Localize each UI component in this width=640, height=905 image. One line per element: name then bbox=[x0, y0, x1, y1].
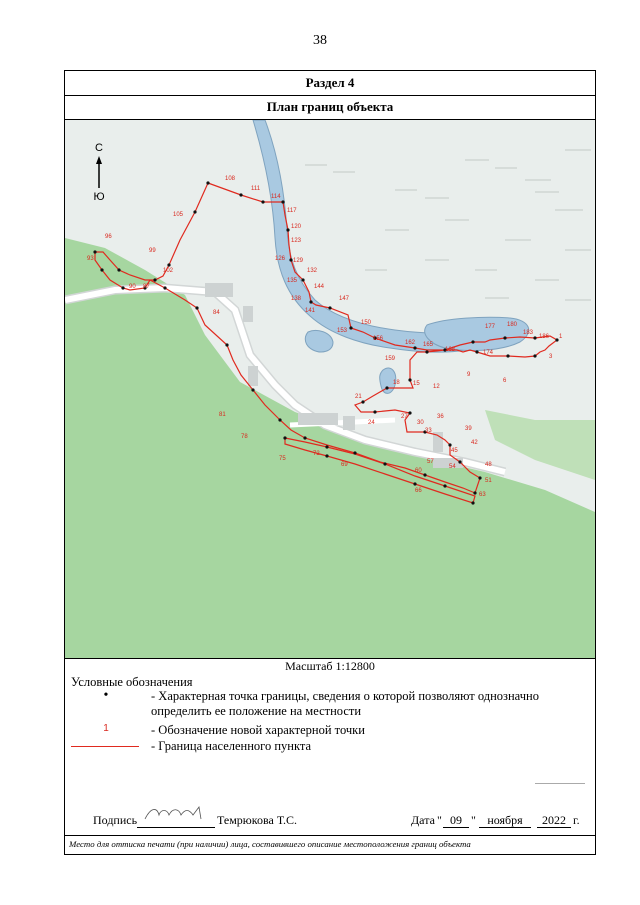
point-label: 180 bbox=[507, 322, 518, 328]
point-label: 18 bbox=[393, 380, 400, 386]
point-label: 117 bbox=[287, 208, 297, 214]
building-block bbox=[243, 306, 253, 322]
section-header: Раздел 4 bbox=[65, 71, 595, 96]
plan-title: План границ объекта bbox=[65, 95, 595, 120]
building-block bbox=[298, 413, 338, 425]
boundary-line-icon bbox=[71, 746, 139, 747]
point-label: 48 bbox=[485, 462, 492, 468]
signature-icon bbox=[137, 805, 215, 821]
point-label: 177 bbox=[485, 324, 496, 330]
building-block bbox=[248, 366, 258, 386]
point-label: 36 bbox=[437, 414, 444, 420]
point-label: 75 bbox=[279, 456, 286, 462]
date-day: 09 bbox=[443, 813, 469, 828]
point-label: 111 bbox=[251, 186, 261, 192]
point-label: 42 bbox=[471, 440, 478, 446]
footnote-divider bbox=[65, 835, 595, 836]
point-label: 156 bbox=[373, 336, 384, 342]
point-label: 174 bbox=[483, 350, 494, 356]
point-label: 84 bbox=[213, 310, 220, 316]
point-label: 30 bbox=[417, 420, 424, 426]
date-label: Дата bbox=[411, 813, 435, 827]
map-canvas bbox=[65, 120, 595, 658]
section-frame bbox=[64, 70, 596, 855]
point-label: 102 bbox=[163, 268, 174, 274]
legend-text: - Характерная точка границы, сведения о которой позволяют однозначно определить ее положение на местности bbox=[151, 689, 539, 718]
point-label: 162 bbox=[405, 340, 416, 346]
north-label: С bbox=[95, 142, 103, 154]
point-label: 21 bbox=[355, 394, 362, 400]
point-label: 78 bbox=[241, 434, 248, 440]
point-label: 12 bbox=[433, 384, 440, 390]
signature-line bbox=[137, 813, 215, 828]
point-symbol-icon: • bbox=[103, 688, 109, 703]
point-label: 72 bbox=[313, 451, 320, 457]
point-label: 123 bbox=[291, 238, 302, 244]
page-number: 38 bbox=[313, 33, 327, 48]
footnote: Место для оттиска печати (при наличии) лица, составившего описание местоположения границ объекта bbox=[69, 839, 471, 849]
point-label: 27 bbox=[401, 414, 408, 420]
legend-text: - Обозначение новой характерной точки bbox=[151, 723, 365, 737]
point-label: 114 bbox=[271, 194, 281, 200]
point-label: 141 bbox=[305, 308, 316, 314]
south-label: Ю bbox=[93, 191, 105, 203]
point-label: 45 bbox=[451, 448, 458, 454]
point-label: 24 bbox=[368, 420, 375, 426]
point-label: 93 bbox=[87, 256, 94, 262]
point-label: 9 bbox=[467, 372, 471, 378]
point-label: 129 bbox=[293, 258, 304, 264]
point-label: 147 bbox=[339, 296, 350, 302]
point-label: 6 bbox=[503, 378, 507, 384]
map-area[interactable] bbox=[65, 120, 595, 659]
signer-name: Темрюкова Т.С. bbox=[217, 813, 297, 827]
date-year: 2022 bbox=[537, 813, 571, 828]
building-block bbox=[205, 283, 233, 297]
point-label: 3 bbox=[549, 354, 553, 360]
point-label: 186 bbox=[539, 334, 550, 340]
legend-item-label bbox=[71, 723, 591, 739]
legend-item-point bbox=[71, 689, 591, 721]
point-label: 165 bbox=[423, 342, 434, 348]
point-label: 15 bbox=[413, 381, 420, 387]
point-label: 135 bbox=[287, 278, 298, 284]
point-label: 63 bbox=[479, 492, 486, 498]
point-label: 126 bbox=[275, 256, 286, 262]
legend-text: - Граница населенного пункта bbox=[151, 739, 312, 753]
label-symbol-icon: 1 bbox=[103, 723, 109, 734]
building-block bbox=[433, 458, 463, 468]
point-label: 81 bbox=[219, 412, 226, 418]
point-label: 150 bbox=[361, 320, 372, 326]
point-label: 87 bbox=[143, 284, 150, 290]
point-label: 105 bbox=[173, 212, 184, 218]
point-label: 90 bbox=[129, 284, 136, 290]
date-month: ноября bbox=[479, 813, 531, 828]
point-label: 159 bbox=[385, 356, 396, 362]
building-block bbox=[343, 416, 355, 430]
point-label: 168 bbox=[445, 347, 456, 353]
point-label: 183 bbox=[523, 330, 534, 336]
point-label: 54 bbox=[449, 464, 456, 470]
point-label: 66 bbox=[415, 488, 422, 494]
legend-item-boundary bbox=[71, 739, 591, 755]
point-label: 33 bbox=[425, 428, 432, 434]
map-scale: Масштаб 1:12800 bbox=[285, 659, 375, 673]
signature-label: Подпись bbox=[93, 813, 138, 827]
point-label: 108 bbox=[225, 176, 236, 182]
point-label: 132 bbox=[307, 268, 318, 274]
point-label: 99 bbox=[149, 248, 156, 254]
point-label: 60 bbox=[415, 468, 422, 474]
point-label: 120 bbox=[291, 224, 302, 230]
legend-title: Условные обозначения bbox=[71, 675, 193, 689]
point-label: 138 bbox=[291, 296, 302, 302]
point-label: 57 bbox=[427, 459, 434, 465]
separator-line bbox=[535, 783, 585, 784]
point-label: 51 bbox=[485, 478, 492, 484]
point-label: 144 bbox=[314, 284, 325, 290]
point-label: 96 bbox=[105, 234, 112, 240]
point-label: 69 bbox=[341, 462, 348, 468]
point-label: 153 bbox=[337, 328, 348, 334]
date-year-suffix: г. bbox=[573, 813, 580, 827]
signature-row: Подпись Темрюкова Т.С. Дата " 09 " ноября 2022 г. bbox=[65, 809, 595, 831]
point-label: 1 bbox=[559, 334, 563, 340]
point-label: 39 bbox=[465, 426, 472, 432]
